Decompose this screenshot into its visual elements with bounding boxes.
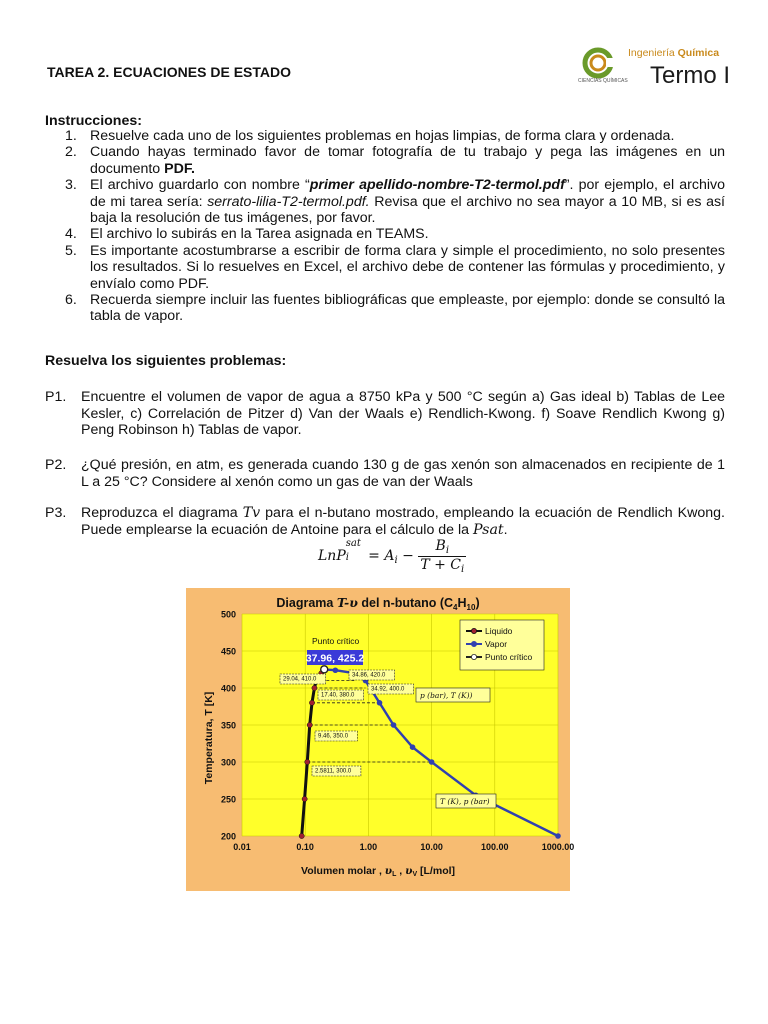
vapor-point (429, 759, 435, 765)
y-axis-label: Temperatura, T [K] (203, 691, 215, 785)
logo-subtitle: Ingeniería Química (628, 47, 720, 59)
vapor-point (333, 667, 339, 673)
annot-350: 9.46, 350.0 (318, 733, 349, 740)
chart-title: Diagrama T-υ del n-butano $(C_4H_{10})$ (276, 595, 480, 612)
x-tick-label: 100.00 (481, 842, 509, 852)
liquid-point (307, 722, 312, 727)
page-title: TAREA 2. ECUACIONES DE ESTADO (47, 64, 291, 80)
vapor-point (555, 833, 561, 839)
x-tick-label: 1000.00 (541, 842, 575, 852)
problem-2: P2. ¿Qué presión, en atm, es generada cuando 130 g de gas xenón son almacenados en recipiente de 1 L a 25 °C? Considere al xenón como un gas de van der Waals (45, 457, 725, 490)
y-tick-label: 500 (220, 609, 236, 620)
liquid-point (302, 796, 307, 801)
annot-400-vap: 34.92, 400.0 (371, 686, 405, 693)
param-label-2: T (K), p (bar) (440, 797, 490, 806)
problem-3: P3. Reproduzca el diagrama Tv para el n-butano mostrado, empleando la ecuación de Rendlich Kwong. Puede emplearse la ecuación de Antoine para el cálculo de la Psat. (45, 505, 726, 538)
x-axis-label: Volumen molar , υL , υV [L/mol] (300, 865, 456, 878)
liquid-point (305, 759, 310, 764)
x-tick-label: 1.00 (359, 842, 378, 852)
annot-410-liq: 29.04, 410.0 (283, 676, 317, 683)
vapor-point (377, 700, 383, 706)
x-tick-label: 0.10 (296, 842, 314, 852)
liquid-point (299, 833, 304, 838)
logo-caption: CIENCIAS QUÍMICAS (578, 78, 628, 84)
legend-label: Vapor (485, 639, 508, 649)
tv-diagram-chart (186, 588, 575, 891)
antoine-formula: LnP sat i = $A_i$ − $\frac{B_i}{T + C_i}$ (318, 537, 465, 575)
y-tick-label: 400 (220, 683, 236, 694)
liquid-point (309, 700, 314, 705)
list-item: 2. Cuando hayas terminado favor de tomar fotografía de tu trabajo y pega las imágenes en un documento PDF. (65, 144, 725, 177)
y-tick-label: 200 (220, 831, 236, 842)
legend-swatch-marker (471, 628, 476, 633)
y-tick-label: 350 (220, 720, 236, 731)
problem-1: P1. Encuentre el volumen de vapor de agua a 8750 kPa y 500 °C según a) Gas ideal b) Tablas de Lee Kesler, c) Correlación de Pitzer d) Van der Waals e) Rendlich-Kwong. f) Soave Rendlich Kwong g) Peng Robinson h) Tablas de vapor. (45, 389, 725, 439)
list-item: 6. Recuerda siempre incluir las fuentes bibliográficas que empleaste, por ejemplo: donde se consultó la tabla de vapor. (65, 292, 725, 325)
legend-label: Liquido (485, 626, 513, 636)
legend-swatch-marker (471, 641, 476, 646)
y-tick-label: 300 (220, 757, 236, 768)
critical-point-marker (321, 666, 328, 673)
chart-svg (186, 588, 575, 891)
critical-point-caption: Punto crítico (312, 636, 360, 646)
x-tick-label: 10.00 (420, 842, 443, 852)
legend-label: Punto crítico (485, 652, 533, 662)
y-tick-label: 250 (220, 794, 236, 805)
vapor-point (391, 722, 397, 728)
annot-380: 17.40, 380.0 (321, 692, 355, 699)
x-tick-label: 0.01 (233, 842, 251, 852)
param-label-1: p (bar), T (K)) (420, 691, 473, 700)
critical-label: 37.96, 425.2 (305, 652, 365, 665)
instructions-title: Instrucciones: (45, 113, 142, 129)
list-item: 1. Resuelve cada uno de los siguientes problemas en hojas limpias, de forma clara y ordenada. (65, 128, 675, 144)
legend-swatch-marker (471, 654, 476, 659)
liquid-point (312, 685, 317, 690)
annot-300: 2.5811, 300.0 (315, 768, 352, 775)
vapor-point (410, 744, 416, 750)
list-item: 5. Es importante acostumbrarse a escribir de forma clara y simple el procedimiento, no solo presentes los resultados. Si lo resuelves en Excel, el archivo debe de contener las fórmulas y procedimiento, y envíalo como PDF. (65, 242, 725, 292)
problems-title: Resuelva los siguientes problemas: (45, 353, 287, 369)
annot-420-vap: 34.86, 420.0 (352, 672, 386, 679)
list-item: 4. El archivo lo subirás en la Tarea asignada en TEAMS. (65, 226, 429, 243)
instructions-list (45, 128, 725, 325)
list-item: 3. El archivo guardarlo con nombre “primer apellido-nombre-T2-termol.pdf”. por ejemplo, el archivo de mi tarea sería: serrato-lilia-T2-termol.pdf. Revisa que el archivo no sea mayor a 10 MB, si es así baja la resolución de tus imágenes, por favor. (65, 177, 726, 227)
y-tick-label: 450 (220, 646, 236, 657)
logo-ring-icon (578, 44, 628, 82)
logo-course: Termo I (650, 62, 731, 89)
